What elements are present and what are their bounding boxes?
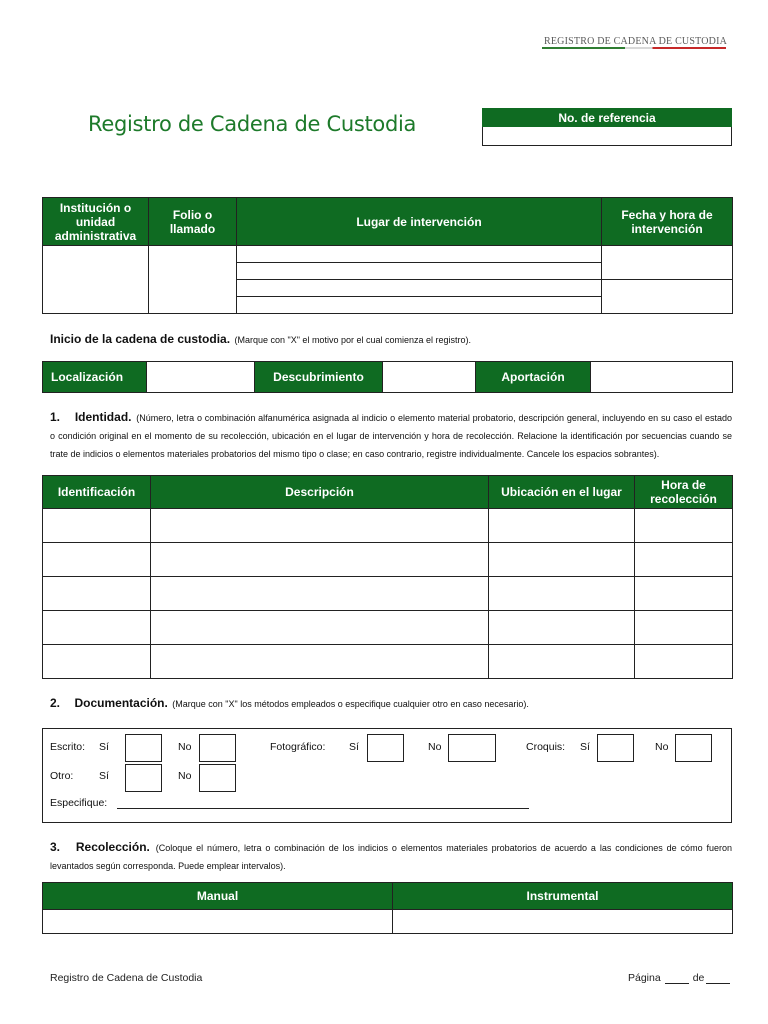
identity-cell[interactable] <box>43 543 151 577</box>
especifique-line[interactable] <box>117 808 529 809</box>
otro-si-label: Sí <box>99 770 109 782</box>
identity-cell[interactable] <box>635 577 733 611</box>
page-number-blank[interactable] <box>665 974 689 984</box>
identity-cell[interactable] <box>635 645 733 679</box>
page-total-blank[interactable] <box>706 974 730 984</box>
collection-table <box>42 882 733 934</box>
documentation-title: Documentación. <box>74 696 168 710</box>
escrito-no-checkbox[interactable] <box>199 734 236 762</box>
option-descubrimiento: Descubrimiento <box>255 362 383 393</box>
identity-number: 1. <box>50 410 61 424</box>
start-heading <box>50 330 471 348</box>
col-lugar: Lugar de intervención <box>237 198 602 246</box>
identity-title: Identidad. <box>74 410 132 424</box>
table-row <box>43 509 733 543</box>
identity-cell[interactable] <box>151 509 489 543</box>
escrito-label: Escrito: <box>50 741 86 753</box>
brand-logo-text: REGISTRO DE CADENA DE CUSTODIA <box>544 36 728 47</box>
hora-cell[interactable] <box>602 280 733 314</box>
manual-cell[interactable] <box>43 910 393 934</box>
documentation-heading <box>50 694 529 712</box>
escrito-si-label: Sí <box>99 741 109 753</box>
collection-number: 3. <box>50 840 61 854</box>
identity-instruction: (Número, letra o combinación alfanumérica asignada al indicio o elemento material probatorio, descripción general, incluyendo en su caso el estado o condición original en el momento de su recolección, ubicación en el lugar de intervención y hora de recolección. Relacione la identificación por secuencias cuando se trate de indicios o elementos materiales probatorios del mismo tipo o clase; en caso contrario, registre individualmente. Cancele los espacios sobrantes). <box>50 413 733 459</box>
collection-instruction: (Coloque el número, letra o combinación de los indicios o elementos materiales probatorios de acuerdo a las condiciones de cómo fueron levantados según corresponda. Puede emplear intervalos). <box>50 843 732 871</box>
identity-table <box>42 475 733 679</box>
especifique-label: Especifique: <box>50 797 108 809</box>
croquis-si-checkbox[interactable] <box>597 734 634 762</box>
page-title: Registro de Cadena de Custodia <box>88 112 417 136</box>
table-row <box>43 543 733 577</box>
fotografico-no-label: No <box>428 741 442 753</box>
identity-cell[interactable] <box>635 611 733 645</box>
otro-label: Otro: <box>50 770 74 782</box>
footer-title: Registro de Cadena de Custodia <box>50 972 203 984</box>
identity-cell[interactable] <box>43 577 151 611</box>
identity-cell[interactable] <box>635 509 733 543</box>
col-descripcion: Descripción <box>151 476 489 509</box>
col-hora-recoleccion: Hora de recolección <box>635 476 733 509</box>
otro-no-checkbox[interactable] <box>199 764 236 792</box>
documentation-number: 2. <box>50 696 61 710</box>
localizacion-box[interactable] <box>147 362 255 393</box>
col-identificacion: Identificación <box>43 476 151 509</box>
identity-cell[interactable] <box>635 543 733 577</box>
identity-heading <box>50 408 732 462</box>
start-instruction: (Marque con "X" el motivo por el cual comienza el registro). <box>234 335 472 345</box>
start-options-table <box>42 361 733 393</box>
reference-input[interactable] <box>482 127 732 146</box>
lugar-line-3[interactable] <box>237 280 602 297</box>
identity-cell[interactable] <box>151 645 489 679</box>
institucion-cell[interactable] <box>43 246 149 314</box>
folio-cell[interactable] <box>149 246 237 314</box>
documentation-instruction: (Marque con "X" los métodos empleados o especifique cualquier otro en caso necesario). <box>172 699 529 709</box>
collection-title: Recolección. <box>75 840 150 854</box>
lugar-line-2[interactable] <box>237 263 602 280</box>
table-row <box>43 577 733 611</box>
identity-cell[interactable] <box>43 645 151 679</box>
identity-cell[interactable] <box>43 611 151 645</box>
col-fecha: Fecha y hora de intervención <box>602 198 733 246</box>
documentation-box <box>42 728 732 823</box>
identity-cell[interactable] <box>151 543 489 577</box>
croquis-si-label: Sí <box>580 741 590 753</box>
option-aportacion: Aportación <box>476 362 591 393</box>
croquis-no-checkbox[interactable] <box>675 734 712 762</box>
identity-cell[interactable] <box>489 543 635 577</box>
col-institucion: Institución o unidad administrativa <box>43 198 149 246</box>
page-number <box>628 972 730 984</box>
otro-si-checkbox[interactable] <box>125 764 162 792</box>
aportacion-box[interactable] <box>591 362 733 393</box>
table-row <box>43 611 733 645</box>
lugar-line-1[interactable] <box>237 246 602 263</box>
escrito-no-label: No <box>178 741 192 753</box>
identity-cell[interactable] <box>151 577 489 611</box>
instrumental-cell[interactable] <box>393 910 733 934</box>
identity-cell[interactable] <box>151 611 489 645</box>
brand-color-bar <box>542 47 726 49</box>
table-row <box>43 645 733 679</box>
col-instrumental: Instrumental <box>393 883 733 910</box>
fotografico-no-checkbox[interactable] <box>448 734 496 762</box>
identity-cell[interactable] <box>489 577 635 611</box>
page-label: Página <box>628 972 661 984</box>
fecha-cell[interactable] <box>602 246 733 280</box>
croquis-no-label: No <box>655 741 669 753</box>
reference-label: No. de referencia <box>482 108 732 127</box>
fotografico-label: Fotográfico: <box>270 741 326 753</box>
croquis-label: Croquis: <box>526 741 566 753</box>
fotografico-si-label: Sí <box>349 741 359 753</box>
identity-cell[interactable] <box>43 509 151 543</box>
fotografico-si-checkbox[interactable] <box>367 734 404 762</box>
option-localizacion: Localización <box>43 362 147 393</box>
escrito-si-checkbox[interactable] <box>125 734 162 762</box>
identity-cell[interactable] <box>489 645 635 679</box>
col-folio: Folio o llamado <box>149 198 237 246</box>
collection-heading <box>50 838 732 874</box>
intervention-table <box>42 197 733 314</box>
identity-cell[interactable] <box>489 611 635 645</box>
of-label: de <box>692 972 705 984</box>
identity-cell[interactable] <box>489 509 635 543</box>
col-manual: Manual <box>43 883 393 910</box>
lugar-line-4[interactable] <box>237 297 602 314</box>
col-ubicacion: Ubicación en el lugar <box>489 476 635 509</box>
otro-no-label: No <box>178 770 192 782</box>
descubrimiento-box[interactable] <box>383 362 476 393</box>
start-title: Inicio de la cadena de custodia. <box>50 332 231 346</box>
